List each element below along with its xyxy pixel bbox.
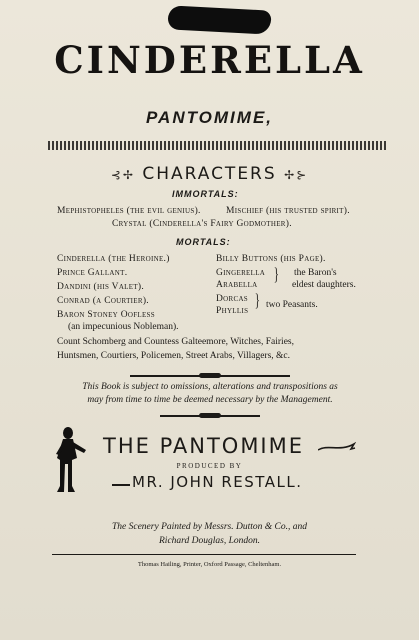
mortal-cinderella: Cinderella (the Heroine.) [57,254,170,264]
daughters-desc-2: eldest daughters. [292,280,356,290]
mortals-heading: MORTALS: [176,237,231,247]
producer-name: MR. JOHN RESTALL. [132,473,303,491]
divider-upper-knot [199,373,221,378]
mortal-count-line: Count Schomberg and Countess Galteemore, Witches, Fairies, [57,337,294,347]
right-ornament-icon: ✢⊱ [284,168,309,182]
immortals-heading: IMMORTALS: [172,189,239,199]
redaction-mark [167,5,271,34]
producer-flourish [112,484,130,486]
produced-by-label: PRODUCED BY [176,462,243,470]
mortal-dorcas: Dorcas [216,294,249,304]
notice-line-2: may from time to time be deemed necessary by the Management. [87,395,333,405]
mortal-dandini: Dandini (his Valet). [57,282,145,292]
figure-silhouette-icon [46,424,90,496]
printer-rule [52,554,356,555]
heading-flourish-icon [318,440,356,454]
mortal-conrad: Conrad (a Courtier). [57,296,149,306]
mortal-baron-desc: (an impecunious Nobleman). [68,322,179,332]
page-title: CINDERELLA [54,38,365,82]
notice-line-1: This Book is subject to omissions, alterations and transpositions as [82,382,338,392]
pantomime-heading: THE PANTOMIME [103,434,305,458]
daughters-brace: } [273,264,279,284]
scenery-line-1: The Scenery Painted by Messrs. Dutton & Co., and [112,522,307,532]
mortal-gingerella: Gingerella [216,268,266,278]
mortal-billy-buttons: Billy Buttons (his Page). [216,254,326,264]
divider-lower-knot [199,413,221,418]
ornamental-rule [48,141,386,150]
peasants-brace: } [254,290,260,310]
printer-credit: Thomas Hailing, Printer, Oxford Passage, Cheltenham. [137,561,282,568]
mortal-phyllis: Phyllis [216,306,249,316]
mortal-baron: Baron Stoney Oofless [57,310,155,320]
immortal-mephistopheles: Mephistopheles (the evil genius). [57,206,201,216]
immortal-crystal: Crystal (Cinderella's Fairy Godmother). [112,219,292,229]
page-subtitle: PANTOMIME, [145,108,274,127]
mortal-prince-gallant: Prince Gallant. [57,268,128,278]
left-ornament-icon: ⊰✢ [110,168,135,182]
daughters-desc-1: the Baron's [294,268,337,278]
scenery-line-2: Richard Douglas, London. [159,536,260,546]
mortal-others-line: Huntsmen, Courtiers, Policemen, Street Arabs, Villagers, &c. [57,351,291,361]
characters-heading-row [0,164,419,184]
immortal-mischief: Mischief (his trusted spirit). [226,206,350,216]
mortal-arabella: Arabella [216,280,258,290]
peasants-desc: two Peasants. [266,300,318,310]
characters-heading: CHARACTERS [142,164,277,184]
